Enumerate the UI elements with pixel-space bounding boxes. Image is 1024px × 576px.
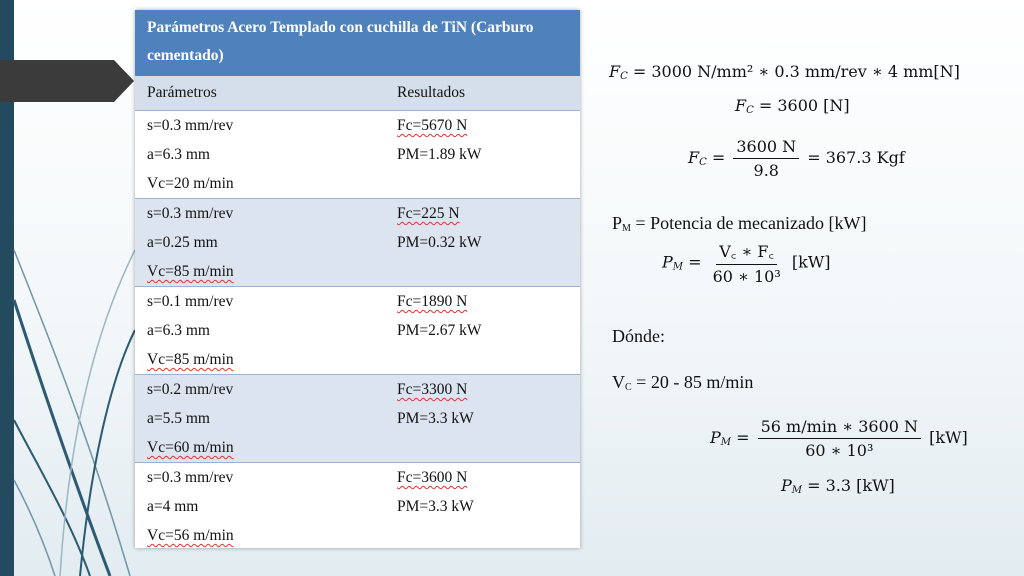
depth-value: a=4 mm (147, 498, 199, 515)
eq1-rhs: = 3000 N/mm² ∗ 0.3 mm/rev ∗ 4 mm[N] (632, 62, 960, 81)
vc-range-text: = 20 - 85 m/min (636, 372, 754, 392)
speed-value: Vc=60 m/min (147, 439, 234, 456)
pm-definition-text: = Potencia de mecanizado [kW] (635, 213, 867, 233)
eq3-numerator: 3600 N (733, 137, 799, 159)
speed-value: Vc=20 m/min (147, 175, 234, 192)
speed-value: Vc=56 m/min (147, 527, 234, 544)
force-value: Fc=3600 N (397, 469, 468, 486)
table-row (135, 111, 580, 199)
equation-power-calc: $P_M$ = $\frac{56 m/\min ∗ 3600 N}{\text{60 ∗ 10³}}$ [kW] (710, 417, 968, 460)
arrow-tab-shape (0, 60, 134, 102)
equation-force-formula: $F_C = 3000$ N/mm² ∗ 0.3 mm/rev ∗ 4 mm[N] (609, 62, 960, 82)
table-title: Parámetros Acero Templado con cuchilla de TiN (Carburo cementado) (135, 10, 580, 76)
eq3-result: = 367.3 Kgf (807, 148, 905, 167)
depth-value: a=6.3 mm (147, 322, 210, 339)
feed-value: s=0.2 mm/rev (147, 381, 234, 398)
force-value: Fc=225 N (397, 205, 460, 222)
depth-value: a=0.25 mm (147, 234, 218, 251)
force-value: Fc=5670 N (397, 117, 468, 134)
power-definition: $P_M$ = Potencia de mecanizado [kW] (612, 213, 867, 234)
power-value: PM=3.3 kW (397, 498, 474, 515)
eq5-denominator: 60 ∗ 10³ (805, 441, 874, 460)
table-row (135, 375, 580, 463)
speed-value: Vc=85 m/min (147, 351, 234, 368)
eq3-denominator: 9.8 (753, 161, 779, 180)
equation-force-kgf: $F_C$ = $\frac{3600 N}{9.8}$ = 367.3 Kgf (688, 137, 905, 180)
speed-value: Vc=85 m/min (147, 263, 234, 280)
equation-force-result: $F_C = 3600$ [N] (735, 96, 850, 116)
donde-label: Dónde: (612, 326, 665, 346)
eq2-rhs: = 3600 [N] (758, 96, 850, 115)
force-value: Fc=1890 N (397, 293, 468, 310)
eq5-numerator: 56 m/min ∗ 3600 N (758, 417, 921, 439)
depth-value: a=5.5 mm (147, 410, 210, 427)
eq4-numerator: V꜀ ∗ F꜀ (716, 240, 777, 265)
eq6-rhs: = 3.3 [kW] (807, 476, 895, 495)
table-row (135, 199, 580, 287)
col-header-params: Parámetros (147, 84, 217, 101)
feed-value: s=0.3 mm/rev (147, 205, 234, 222)
power-value: PM=0.32 kW (397, 234, 482, 251)
table-row (135, 287, 580, 375)
table-row (135, 463, 580, 548)
power-value: PM=2.67 kW (397, 322, 482, 339)
table-column-headers (135, 76, 580, 111)
col-header-results: Resultados (397, 84, 466, 101)
depth-value: a=6.3 mm (147, 146, 210, 163)
force-value: Fc=3300 N (397, 381, 468, 398)
power-value: PM=1.89 kW (397, 146, 482, 163)
feed-value: s=0.3 mm/rev (147, 117, 234, 134)
eq4-unit: [kW] (791, 252, 831, 272)
eq5-unit: [kW] (929, 428, 968, 447)
power-value: PM=3.3 kW (397, 410, 474, 427)
eq4-denominator: 60 ∗ 10³ (712, 267, 781, 286)
equation-power-result: $P_M = 3.3$ [kW] (781, 476, 895, 496)
cutting-parameters-table (135, 10, 580, 548)
feed-value: s=0.3 mm/rev (147, 469, 234, 486)
cutting-speed-range: $V_C = 20 - 85$ m/min (612, 372, 754, 393)
feed-value: s=0.1 mm/rev (147, 293, 234, 310)
equation-power-formula: $P_M$ = $\frac{V꜀ ∗ F꜀}{\text{60 ∗ 10³}}$ [kW] (662, 242, 831, 286)
